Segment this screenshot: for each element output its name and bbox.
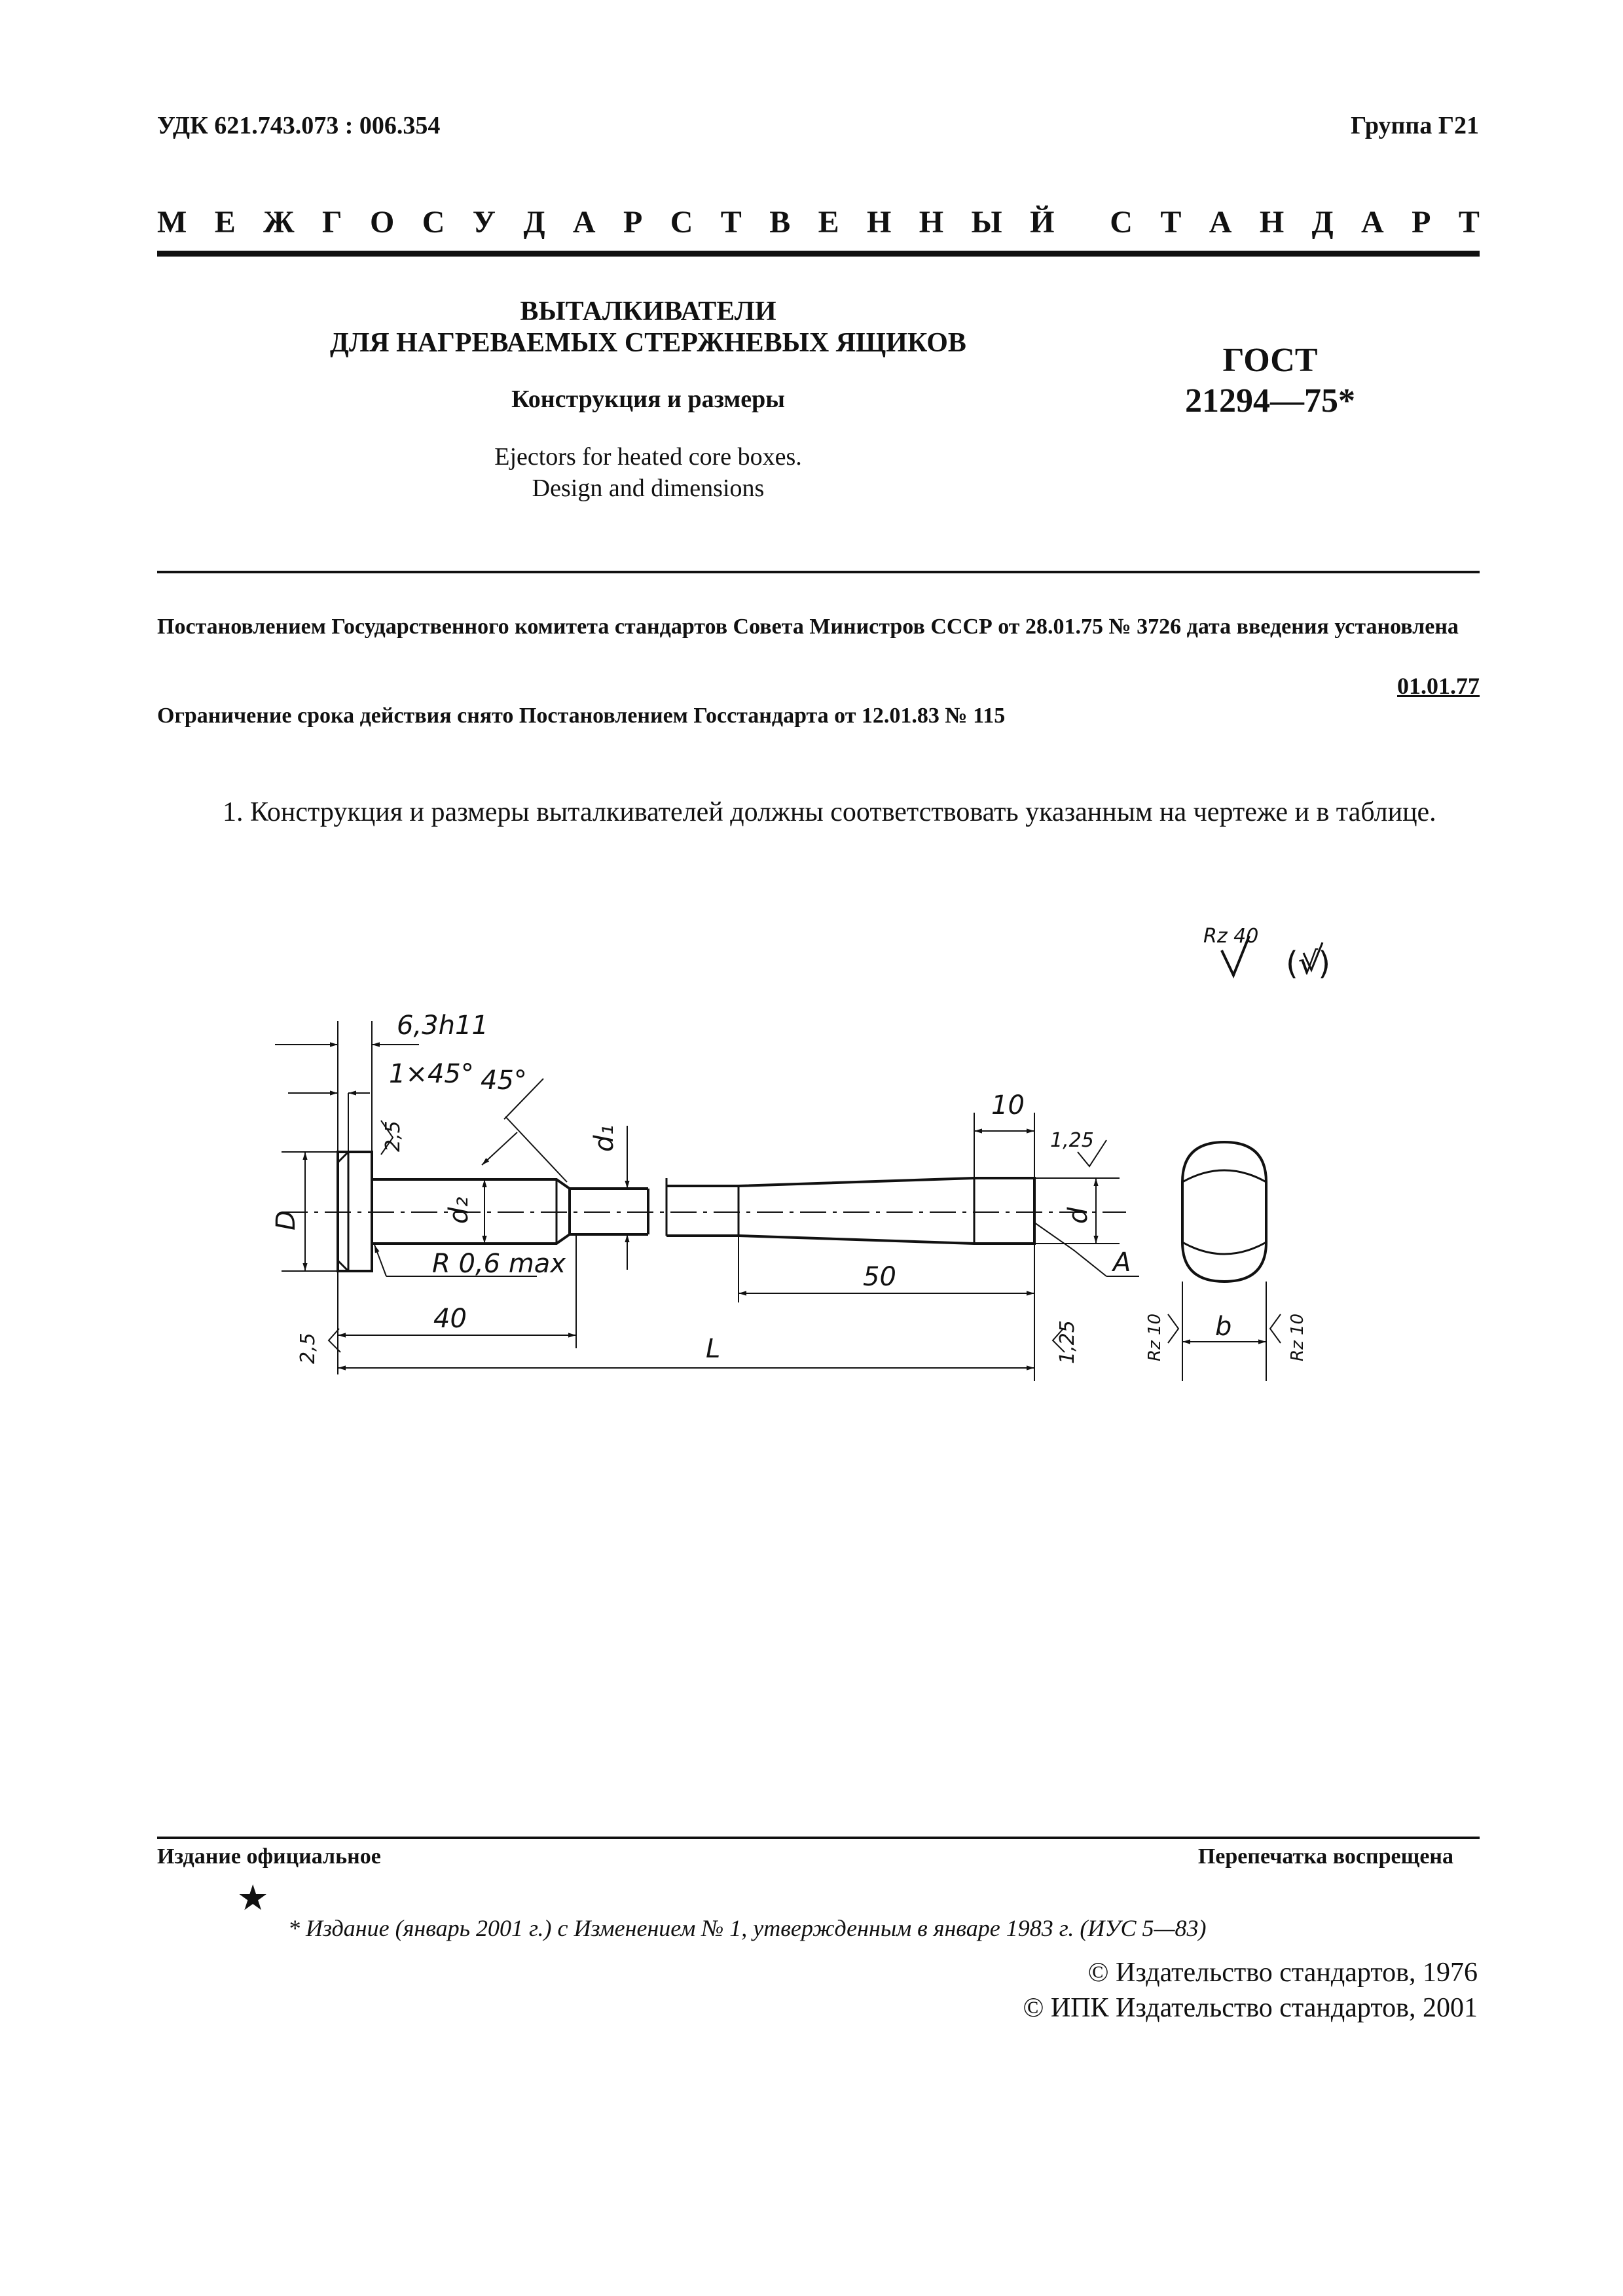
heading-letter: Т: [1458, 205, 1480, 240]
heading-letter: С: [1110, 205, 1133, 240]
dim-50: 50: [863, 1262, 896, 1292]
dim-40: 40: [433, 1304, 467, 1334]
heading-letter: М: [157, 205, 187, 240]
heading-letter: Ж: [263, 205, 295, 240]
english-title-line-1: Ejectors for heated core boxes.: [494, 443, 802, 471]
tapered-rod: [666, 1178, 1034, 1244]
label-d2: d₂: [444, 1196, 474, 1224]
heading-letter: А: [1361, 205, 1384, 240]
heading-letter: Е: [818, 205, 839, 240]
udk-code: УДК 621.743.073 : 006.354: [157, 112, 441, 139]
rough-end-right: 1,25: [1056, 1320, 1079, 1364]
heading-letter: Н: [867, 205, 892, 240]
english-title-line-2: Design and dimensions: [532, 475, 765, 502]
paragraph-1: 1. Конструкция и размеры выталкивателей должны соответствовать указанным на чертеже и в таблице.: [223, 797, 1436, 827]
copyright-1976: © Издательство стандартов, 1976: [1087, 1958, 1478, 1988]
heading-letter: О: [369, 205, 395, 240]
label-b: b: [1215, 1312, 1232, 1342]
rough-side-right: Rz 10: [1288, 1313, 1307, 1361]
heading-letter: С: [670, 205, 693, 240]
heading-letter: Й: [1030, 205, 1055, 240]
rough-tip: 1,25: [1050, 1129, 1094, 1152]
dim-chamfer: 1×45°: [389, 1059, 474, 1089]
decree-text: Постановлением Государственного комитета стандартов Совета Министров СССР от 28.01.75 № 3726 дата введения установлена: [157, 615, 1459, 639]
rough-head: 2,5: [382, 1121, 405, 1152]
heading-letter: С: [422, 205, 445, 240]
heading-letter: Ы: [971, 205, 1002, 240]
official-edition-label: Издание официальное: [157, 1844, 381, 1869]
heading-letter: Р: [1412, 205, 1431, 240]
heading-letter: Т: [720, 205, 742, 240]
heading-letter: Н: [1259, 205, 1285, 240]
rough-side-left: Rz 10: [1145, 1313, 1165, 1361]
heading-letter: Г: [322, 205, 342, 240]
dim-10: 10: [991, 1090, 1025, 1121]
dim-L: L: [706, 1334, 721, 1364]
label-radius: R 0,6 max: [432, 1249, 566, 1279]
edition-note: * Издание (январь 2001 г.) с Изменением № 1, утвержденным в январе 1983 г. (ИУС 5—83): [288, 1915, 1207, 1941]
label-A: A: [1113, 1247, 1131, 1278]
heading-letter: Р: [623, 205, 643, 240]
star-icon: ★: [237, 1878, 269, 1918]
heading-letter: Д: [1311, 205, 1334, 240]
title-line-1: ВЫТАЛКИВАТЕЛИ: [520, 296, 776, 327]
head-end-view: [1182, 1142, 1266, 1282]
reprint-prohibited-label: Перепечатка воспрещена: [1197, 1844, 1453, 1869]
label-d: d: [1063, 1207, 1093, 1224]
footer-rule: [157, 1837, 1480, 1839]
subtitle: Конструкция и размеры: [511, 386, 785, 413]
heading-letter: У: [472, 205, 496, 240]
limitation-note: Ограничение срока действия снято Постановлением Госстандарта от 12.01.83 № 115: [157, 704, 1006, 728]
heading-letter: Д: [523, 205, 545, 240]
heading-letter: В: [769, 205, 791, 240]
dim-head-thickness: 6,3h11: [397, 1011, 488, 1041]
roughness-other-label: (√): [1286, 945, 1331, 982]
label-D: D: [271, 1210, 301, 1230]
label-d1: d₁: [589, 1124, 619, 1152]
heading-letter: А: [1209, 205, 1232, 240]
roughness-main-label: Rz 40: [1203, 925, 1259, 948]
gost-number: 21294—75*: [1185, 382, 1355, 420]
dim-chamfer-angle: 45°: [481, 1066, 527, 1096]
rough-end-left: 2,5: [297, 1333, 319, 1364]
introduction-date: 01.01.77: [1397, 673, 1480, 699]
copyright-2001: © ИПК Издательство стандартов, 2001: [1023, 1993, 1478, 2023]
group-code: Группа Г21: [1351, 112, 1479, 139]
title-line-2: ДЛЯ НАГРЕВАЕМЫХ СТЕРЖНЕВЫХ ЯЩИКОВ: [330, 328, 966, 358]
heading-letter: Н: [919, 205, 944, 240]
gost-label: ГОСТ: [1222, 342, 1318, 379]
heading-letter: Т: [1160, 205, 1182, 240]
heading-letter: А: [572, 205, 596, 240]
heading-letter: Е: [214, 205, 236, 240]
